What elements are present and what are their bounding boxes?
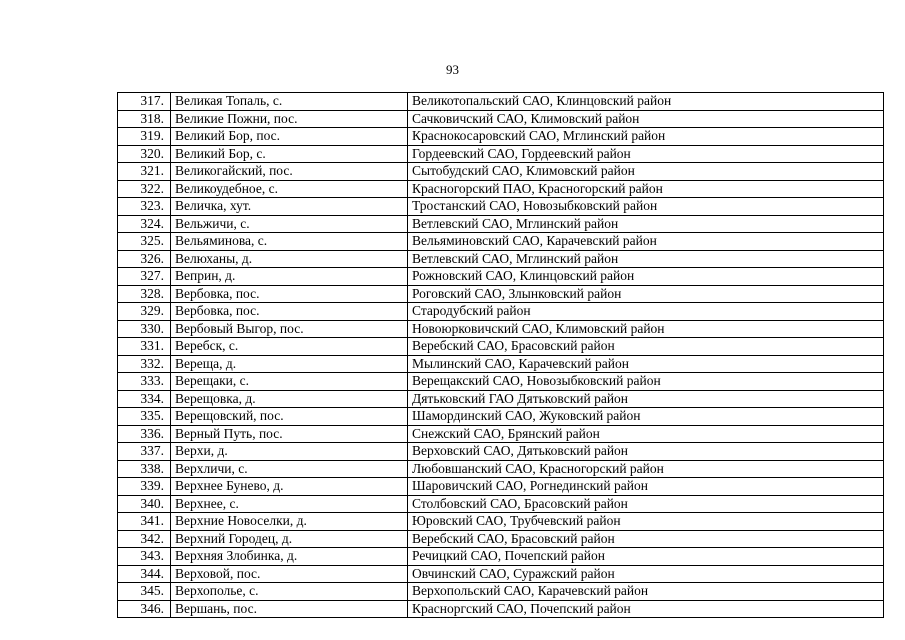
administrative-unit: Рожновский САО, Клинцовский район xyxy=(408,268,884,286)
row-number: 336. xyxy=(118,425,171,443)
administrative-unit: Веребский САО, Брасовский район xyxy=(408,338,884,356)
settlement-name: Верещовский, пос. xyxy=(171,408,408,426)
table-row xyxy=(118,338,884,356)
table-row xyxy=(118,373,884,391)
settlement-name: Верхнее Бунево, д. xyxy=(171,478,408,496)
row-number: 343. xyxy=(118,548,171,566)
administrative-unit: Дятьковский ГАО Дятьковский район xyxy=(408,390,884,408)
administrative-unit: Верхопольский САО, Карачевский район xyxy=(408,583,884,601)
table-row xyxy=(118,110,884,128)
row-number: 345. xyxy=(118,583,171,601)
settlement-name: Верхличи, с. xyxy=(171,460,408,478)
settlement-name: Верхополье, с. xyxy=(171,583,408,601)
row-number: 334. xyxy=(118,390,171,408)
table-row xyxy=(118,600,884,618)
table-row xyxy=(118,408,884,426)
settlement-name: Великоудебное, с. xyxy=(171,180,408,198)
settlement-name: Великогайский, пос. xyxy=(171,163,408,181)
settlement-name: Веприн, д. xyxy=(171,268,408,286)
administrative-unit: Снежский САО, Брянский район xyxy=(408,425,884,443)
table-row xyxy=(118,565,884,583)
table-row xyxy=(118,460,884,478)
row-number: 346. xyxy=(118,600,171,618)
row-number: 323. xyxy=(118,198,171,216)
administrative-unit: Верховский САО, Дятьковский район xyxy=(408,443,884,461)
table-row xyxy=(118,145,884,163)
row-number: 325. xyxy=(118,233,171,251)
settlement-name: Вершань, пос. xyxy=(171,600,408,618)
settlements-table xyxy=(117,92,884,618)
row-number: 327. xyxy=(118,268,171,286)
table-row xyxy=(118,303,884,321)
table-row xyxy=(118,233,884,251)
settlement-name: Верещовка, д. xyxy=(171,390,408,408)
settlement-name: Верховой, пос. xyxy=(171,565,408,583)
row-number: 330. xyxy=(118,320,171,338)
table-row xyxy=(118,128,884,146)
settlement-name: Велюханы, д. xyxy=(171,250,408,268)
table-row xyxy=(118,513,884,531)
administrative-unit: Речицкий САО, Почепский район xyxy=(408,548,884,566)
administrative-unit: Веребский САО, Брасовский район xyxy=(408,530,884,548)
row-number: 333. xyxy=(118,373,171,391)
table-row xyxy=(118,250,884,268)
settlements-table-body xyxy=(118,93,884,618)
row-number: 320. xyxy=(118,145,171,163)
row-number: 322. xyxy=(118,180,171,198)
administrative-unit: Красноргский САО, Почепский район xyxy=(408,600,884,618)
table-row xyxy=(118,390,884,408)
table-row xyxy=(118,180,884,198)
table-row xyxy=(118,215,884,233)
row-number: 340. xyxy=(118,495,171,513)
table-row xyxy=(118,583,884,601)
page-number: 93 xyxy=(446,62,459,77)
settlement-name: Вельжичи, с. xyxy=(171,215,408,233)
administrative-unit: Сачковичский САО, Климовский район xyxy=(408,110,884,128)
settlement-name: Великий Бор, пос. xyxy=(171,128,408,146)
table-row xyxy=(118,530,884,548)
administrative-unit: Стародубский район xyxy=(408,303,884,321)
administrative-unit: Столбовский САО, Брасовский район xyxy=(408,495,884,513)
row-number: 341. xyxy=(118,513,171,531)
administrative-unit: Любовшанский САО, Красногорский район xyxy=(408,460,884,478)
settlement-name: Вербовка, пос. xyxy=(171,303,408,321)
row-number: 344. xyxy=(118,565,171,583)
settlement-name: Вельяминова, с. xyxy=(171,233,408,251)
row-number: 328. xyxy=(118,285,171,303)
administrative-unit: Краснокосаровский САО, Мглинский район xyxy=(408,128,884,146)
table-row xyxy=(118,443,884,461)
settlement-name: Вербовый Выгор, пос. xyxy=(171,320,408,338)
administrative-unit: Гордеевский САО, Гордеевский район xyxy=(408,145,884,163)
administrative-unit: Мылинский САО, Карачевский район xyxy=(408,355,884,373)
administrative-unit: Красногорский ПАО, Красногорский район xyxy=(408,180,884,198)
row-number: 338. xyxy=(118,460,171,478)
row-number: 319. xyxy=(118,128,171,146)
administrative-unit: Овчинский САО, Суражский район xyxy=(408,565,884,583)
administrative-unit: Ветлевский САО, Мглинский район xyxy=(408,215,884,233)
table-row xyxy=(118,495,884,513)
row-number: 339. xyxy=(118,478,171,496)
administrative-unit: Ветлевский САО, Мглинский район xyxy=(408,250,884,268)
row-number: 332. xyxy=(118,355,171,373)
administrative-unit: Шаровичский САО, Рогнединский район xyxy=(408,478,884,496)
settlement-name: Великая Топаль, с. xyxy=(171,93,408,111)
settlement-name: Величка, хут. xyxy=(171,198,408,216)
settlement-name: Вербовка, пос. xyxy=(171,285,408,303)
row-number: 318. xyxy=(118,110,171,128)
administrative-unit: Тростанский САО, Новозыбковский район xyxy=(408,198,884,216)
administrative-unit: Сытобудский САО, Климовский район xyxy=(408,163,884,181)
administrative-unit: Юровский САО, Трубчевский район xyxy=(408,513,884,531)
table-row xyxy=(118,478,884,496)
settlement-name: Веребск, с. xyxy=(171,338,408,356)
table-row xyxy=(118,425,884,443)
administrative-unit: Роговский САО, Злынковский район xyxy=(408,285,884,303)
administrative-unit: Верещакский САО, Новозыбковский район xyxy=(408,373,884,391)
row-number: 317. xyxy=(118,93,171,111)
settlement-name: Верхнее, с. xyxy=(171,495,408,513)
row-number: 326. xyxy=(118,250,171,268)
settlement-name: Великие Пожни, пос. xyxy=(171,110,408,128)
table-row xyxy=(118,198,884,216)
administrative-unit: Великотопальский САО, Клинцовский район xyxy=(408,93,884,111)
settlement-name: Верхи, д. xyxy=(171,443,408,461)
table-row xyxy=(118,268,884,286)
administrative-unit: Шамординский САО, Жуковский район xyxy=(408,408,884,426)
table-row xyxy=(118,93,884,111)
settlement-name: Верещаки, с. xyxy=(171,373,408,391)
administrative-unit: Вельяминовский САО, Карачевский район xyxy=(408,233,884,251)
row-number: 329. xyxy=(118,303,171,321)
settlement-name: Верхний Городец, д. xyxy=(171,530,408,548)
row-number: 337. xyxy=(118,443,171,461)
table-row xyxy=(118,548,884,566)
table-row xyxy=(118,320,884,338)
row-number: 331. xyxy=(118,338,171,356)
settlement-name: Верный Путь, пос. xyxy=(171,425,408,443)
table-row xyxy=(118,285,884,303)
row-number: 342. xyxy=(118,530,171,548)
settlement-name: Великий Бор, с. xyxy=(171,145,408,163)
settlement-name: Вереща, д. xyxy=(171,355,408,373)
row-number: 324. xyxy=(118,215,171,233)
row-number: 321. xyxy=(118,163,171,181)
settlement-name: Верхние Новоселки, д. xyxy=(171,513,408,531)
administrative-unit: Новоюрковичский САО, Климовский район xyxy=(408,320,884,338)
row-number: 335. xyxy=(118,408,171,426)
table-row xyxy=(118,163,884,181)
settlement-name: Верхняя Злобинка, д. xyxy=(171,548,408,566)
table-row xyxy=(118,355,884,373)
